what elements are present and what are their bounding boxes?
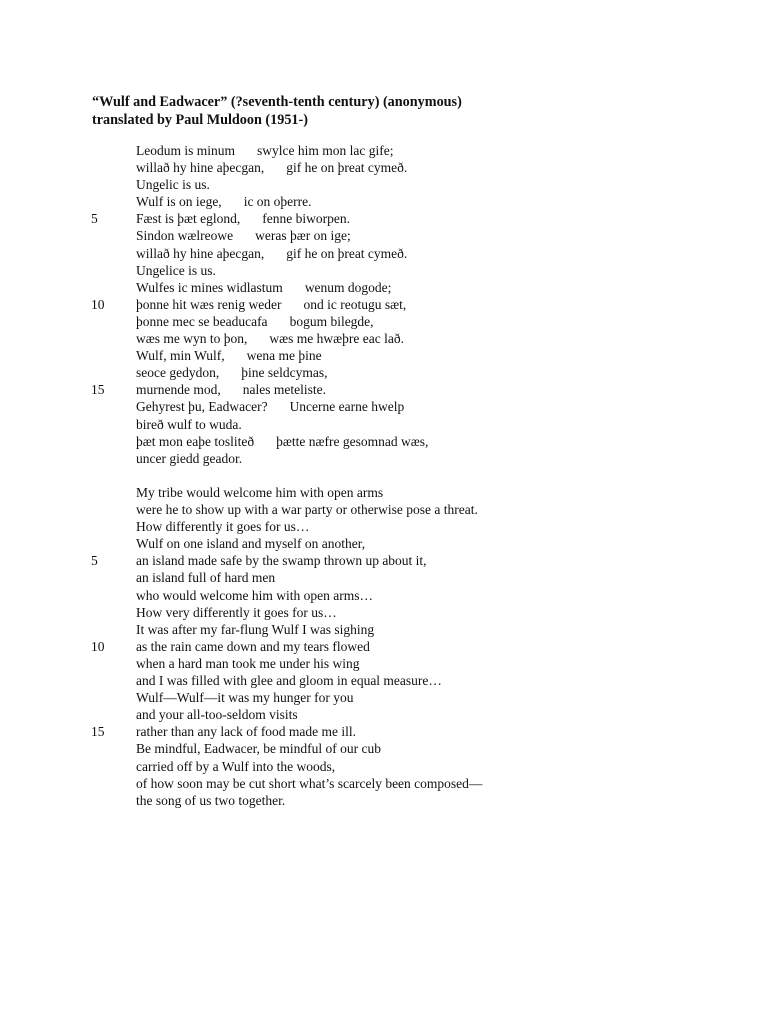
poem-line <box>0 381 768 398</box>
poem-line <box>0 604 768 621</box>
line-number: 10 <box>91 296 105 312</box>
first-half-line: þæt mon eaþe tosliteð <box>136 433 255 449</box>
first-half-line: Ungelice is us. <box>136 262 216 278</box>
poem-line <box>0 501 768 518</box>
line-number: 15 <box>91 724 105 740</box>
line-number: 10 <box>91 638 105 654</box>
line-text: Wulf on one island and myself on another, <box>136 536 366 552</box>
first-half-line: seoce gedydon, <box>136 365 220 381</box>
poem-title: “Wulf and Eadwacer” (?seventh-tenth century) (anonymous) <box>92 94 462 110</box>
line-text <box>136 176 210 193</box>
poem-line <box>0 792 768 809</box>
second-half-line: swylce him mon lac gife; <box>257 143 394 158</box>
first-half-line: Leodum is minum <box>136 143 235 158</box>
second-half-line: wenum dogode; <box>304 279 392 295</box>
first-half-line: willað hy hine aþecgan, <box>136 160 265 176</box>
first-half-line: Wulf, min Wulf, <box>136 348 225 364</box>
line-text <box>136 279 391 296</box>
line-text: of how soon may be cut short what’s scarcely been composed— <box>136 775 483 791</box>
poem-line <box>0 245 768 262</box>
poem-line <box>0 535 768 552</box>
poem-line <box>0 142 768 159</box>
poem-heading <box>92 93 462 129</box>
first-half-line: þonne hit wæs renig weder <box>136 296 282 312</box>
line-text <box>136 450 242 467</box>
translator-credit: translated by Paul Muldoon (1951-) <box>92 112 308 128</box>
second-half-line: ond ic reotugu sæt, <box>303 296 407 312</box>
poem-line <box>0 655 768 672</box>
first-half-line: Gehyrest þu, Eadwacer? <box>136 399 268 415</box>
line-text <box>136 296 406 313</box>
line-text <box>136 193 312 210</box>
second-half-line: gif he on þreat cymeð. <box>286 245 408 261</box>
poem-line <box>0 518 768 535</box>
line-text: and I was filled with glee and gloom in equal measure… <box>136 673 442 689</box>
line-text: and your all-too-seldom visits <box>136 707 298 723</box>
line-text <box>136 210 350 227</box>
line-text: carried off by a Wulf into the woods, <box>136 758 336 774</box>
first-half-line: Ungelic is us. <box>136 177 210 193</box>
line-text <box>136 364 327 381</box>
second-half-line: nales meteliste. <box>242 382 326 398</box>
line-text <box>136 262 216 279</box>
poem-line <box>0 262 768 279</box>
line-text <box>136 381 326 398</box>
poem-line <box>0 552 768 569</box>
line-text: How very differently it goes for us… <box>136 604 337 620</box>
first-half-line: bireð wulf to wuda. <box>136 416 242 432</box>
modern-english-translation <box>0 484 768 809</box>
line-text: the song of us two together. <box>136 792 286 808</box>
line-text: My tribe would welcome him with open arms <box>136 485 384 500</box>
poem-line <box>0 450 768 467</box>
poem-line <box>0 587 768 604</box>
line-number: 5 <box>91 553 98 569</box>
line-text <box>136 142 393 159</box>
poem-line <box>0 758 768 775</box>
line-text <box>136 347 322 364</box>
line-text <box>136 245 407 262</box>
first-half-line: willað hy hine aþecgan, <box>136 245 265 261</box>
line-text <box>136 313 374 330</box>
line-text <box>136 330 404 347</box>
first-half-line: Sindon wælreowe <box>136 228 234 244</box>
poem-line <box>0 279 768 296</box>
poem-line <box>0 689 768 706</box>
poem-line <box>0 638 768 655</box>
poem-line <box>0 740 768 757</box>
poem-line <box>0 723 768 740</box>
poem-line <box>0 484 768 501</box>
line-number: 15 <box>91 382 105 398</box>
line-text <box>136 227 351 244</box>
second-half-line: wæs me hwæþre eac lað. <box>269 331 404 347</box>
first-half-line: Wulfes ic mines widlastum <box>136 279 283 295</box>
line-text: It was after my far-flung Wulf I was sighing <box>136 621 375 637</box>
poem-line <box>0 330 768 347</box>
second-half-line: weras þær on ige; <box>255 228 351 244</box>
poem-line <box>0 706 768 723</box>
line-text: rather than any lack of food made me ill. <box>136 724 357 740</box>
line-text <box>136 416 242 433</box>
poem-line <box>0 313 768 330</box>
line-text: an island made safe by the swamp thrown up about it, <box>136 553 427 569</box>
poem-line <box>0 621 768 638</box>
second-half-line: Uncerne earne hwelp <box>289 399 405 415</box>
line-text: How differently it goes for us… <box>136 519 310 535</box>
first-half-line: Fæst is þæt eglond, <box>136 211 241 227</box>
line-text <box>136 159 407 176</box>
second-half-line: þætte næfre gesomnad wæs, <box>276 433 429 449</box>
poem-line <box>0 398 768 415</box>
second-half-line: þine seldcymas, <box>241 365 328 381</box>
second-half-line: wena me þine <box>246 348 322 364</box>
line-text <box>136 398 404 415</box>
line-text: who would welcome him with open arms… <box>136 587 373 603</box>
line-text: an island full of hard men <box>136 570 276 586</box>
poem-line <box>0 433 768 450</box>
old-english-text <box>0 142 768 467</box>
first-half-line: uncer giedd geador. <box>136 450 243 466</box>
first-half-line: wæs me wyn to þon, <box>136 331 248 347</box>
poem-line <box>0 159 768 176</box>
second-half-line: fenne biworpen. <box>262 211 350 227</box>
line-text: Wulf—Wulf—it was my hunger for you <box>136 690 354 706</box>
first-half-line: þonne mec se beaducafa <box>136 313 268 329</box>
first-half-line: murnende mod, <box>136 382 221 398</box>
line-number: 5 <box>91 211 98 227</box>
poem-line <box>0 347 768 364</box>
poem-line <box>0 193 768 210</box>
line-text: were he to show up with a war party or otherwise pose a threat. <box>136 502 478 518</box>
line-text: as the rain came down and my tears flowed <box>136 638 370 654</box>
second-half-line: gif he on þreat cymeð. <box>286 160 408 176</box>
line-text: when a hard man took me under his wing <box>136 655 360 671</box>
poem-line <box>0 672 768 689</box>
poem-line <box>0 569 768 586</box>
poem-line <box>0 227 768 244</box>
poem-line <box>0 296 768 313</box>
second-half-line: ic on oþerre. <box>243 194 312 210</box>
poem-line <box>0 176 768 193</box>
poem-line <box>0 210 768 227</box>
line-text: Be mindful, Eadwacer, be mindful of our cub <box>136 741 382 757</box>
poem-line <box>0 775 768 792</box>
first-half-line: Wulf is on iege, <box>136 194 222 210</box>
line-text <box>136 433 428 450</box>
second-half-line: bogum bilegde, <box>289 313 374 329</box>
poem-line <box>0 364 768 381</box>
poem-line <box>0 416 768 433</box>
